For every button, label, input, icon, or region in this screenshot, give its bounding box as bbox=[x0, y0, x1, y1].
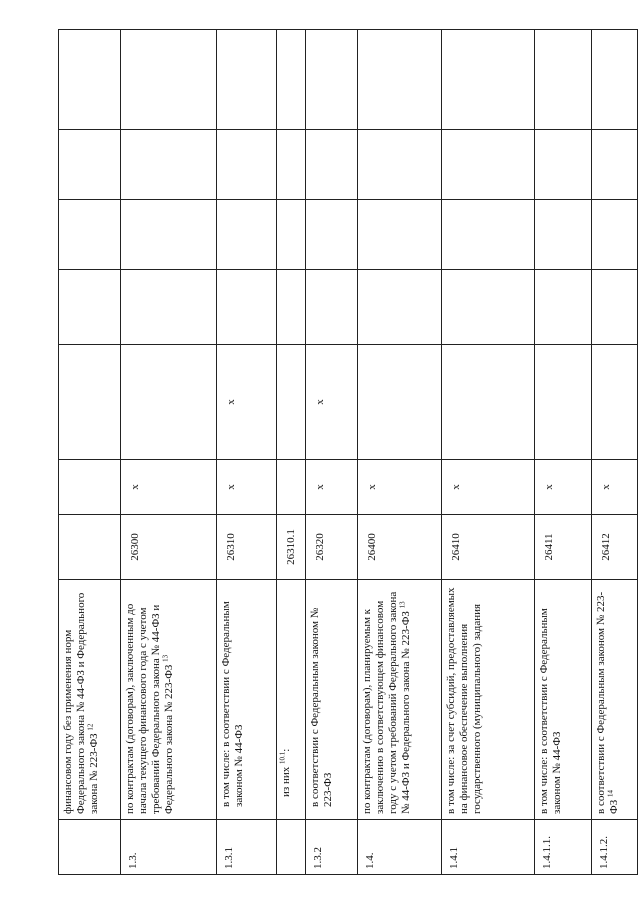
row-code: 26310.1 bbox=[277, 515, 305, 580]
row-mark-1: x bbox=[592, 460, 638, 515]
row-number: 1.3. bbox=[121, 820, 217, 875]
row-code: 26411 bbox=[535, 515, 592, 580]
row-description: по контрактам (договорам), планируемым к заключению в соответствующем финансовом году с учетом требований Федерального закона № 44-ФЗ и Федерального закона № 223-ФЗ $^{13}$ bbox=[358, 580, 442, 820]
row-number: 1.4.1 bbox=[442, 820, 535, 875]
row-mark-1: x bbox=[535, 460, 592, 515]
row-mark-2: x bbox=[217, 345, 277, 460]
row-description: в соответствии с Федеральным законом № 223-ФЗ bbox=[305, 580, 357, 820]
table-row bbox=[121, 30, 217, 875]
row-mark-1: x bbox=[305, 460, 357, 515]
row-number bbox=[277, 820, 305, 875]
row-description: в том числе: за счет субсидий, предоставляемых на финансовое обеспечение выполнения государственного (муниципального) задания bbox=[442, 580, 535, 820]
row-code: 26400 bbox=[358, 515, 442, 580]
table-row bbox=[535, 30, 592, 875]
row-description: по контрактам (договорам), заключенным до начала текущего финансового года с учетом требований Федерального закона № 44-ФЗ и Федерального закона № 223-ФЗ $^{13}$ bbox=[121, 580, 217, 820]
row-code: 26412 bbox=[592, 515, 638, 580]
row-mark-1: x bbox=[121, 460, 217, 515]
row-code: 26300 bbox=[121, 515, 217, 580]
row-description: в том числе: в соответствии с Федеральным законом № 44-ФЗ bbox=[535, 580, 592, 820]
table-row bbox=[217, 30, 277, 875]
row-mark-1: x bbox=[217, 460, 277, 515]
row-description: в соответствии с Федеральным законом № 223-ФЗ $^{14}$ bbox=[592, 580, 638, 820]
row-mark-1: x bbox=[358, 460, 442, 515]
row-code: 26410 bbox=[442, 515, 535, 580]
row-code: 26320 bbox=[305, 515, 357, 580]
row-number bbox=[59, 820, 121, 875]
row-mark-2 bbox=[358, 345, 442, 460]
row-number: 1.4. bbox=[358, 820, 442, 875]
rotated-table-page bbox=[58, 30, 638, 875]
row-mark-2: x bbox=[305, 345, 357, 460]
row-mark-1 bbox=[59, 460, 121, 515]
row-mark-2 bbox=[535, 345, 592, 460]
row-description: в том числе: в соответствии с Федеральным законом № 44-ФЗ bbox=[217, 580, 277, 820]
table-row bbox=[305, 30, 357, 875]
row-description: финансовом году без применения норм Федерального закона № 44-ФЗ и Федерального закона № 223-ФЗ $^{12}$ bbox=[59, 580, 121, 820]
row-mark-1 bbox=[277, 460, 305, 515]
table-row bbox=[592, 30, 638, 875]
row-mark-2 bbox=[121, 345, 217, 460]
table-row bbox=[59, 30, 121, 875]
table-row bbox=[277, 30, 305, 875]
row-code bbox=[59, 515, 121, 580]
row-mark-2 bbox=[59, 345, 121, 460]
table-row bbox=[358, 30, 442, 875]
row-mark-2 bbox=[442, 345, 535, 460]
row-code: 26310 bbox=[217, 515, 277, 580]
row-description: из них $^{10.1}$: bbox=[277, 580, 305, 820]
row-mark-1: x bbox=[442, 460, 535, 515]
row-number: 1.4.1.1. bbox=[535, 820, 592, 875]
row-number: 1.3.2 bbox=[305, 820, 357, 875]
row-number: 1.4.1.2. bbox=[592, 820, 638, 875]
row-mark-2 bbox=[277, 345, 305, 460]
table-row bbox=[442, 30, 535, 875]
row-number: 1.3.1 bbox=[217, 820, 277, 875]
row-mark-2 bbox=[592, 345, 638, 460]
finance-table bbox=[58, 29, 638, 875]
